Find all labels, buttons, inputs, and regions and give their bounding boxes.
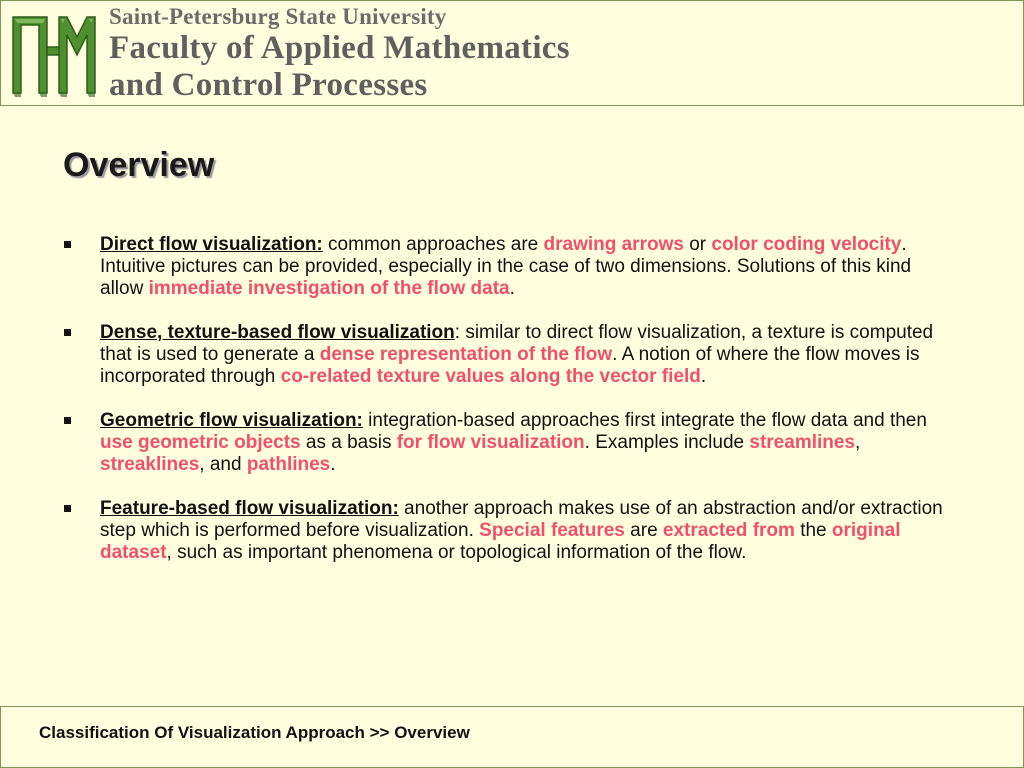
bullet-term: Dense, texture-based flow visualization [100,322,455,343]
pm-pu-logo-icon [7,7,101,101]
slide-footer [0,706,1024,768]
highlight-text: extracted from [662,520,795,541]
square-bullet-icon [64,417,71,424]
bullet-text: the [794,520,832,541]
slide-title: Overview [63,146,215,184]
bullet-text: common approaches are [322,234,544,255]
highlight-text: drawing arrows [543,234,684,255]
faculty-name-line2: and Control Processes [109,67,428,103]
square-bullet-icon [64,329,71,336]
square-bullet-icon [64,505,71,512]
bullet-text: integration-based approaches first integrate the flow data and then [362,410,927,431]
bullet-text: . [700,366,707,387]
bullet-term: Feature-based flow visualization: [100,498,399,519]
bullet-geometric [64,410,956,476]
university-name: Saint-Petersburg State University [109,4,447,29]
slide-header [0,0,1024,106]
highlight-text: dense representation of the flow [319,344,613,365]
bullet-text: . Intuitive pictures can be provided, especially in the case of two dimensions. Solutions of this kind allow [100,234,912,299]
bullet-text: as a basis [300,432,397,453]
highlight-text: color coding velocity [711,234,902,255]
highlight-text: original dataset [100,520,901,563]
bullet-direct-flow [64,234,956,300]
footer-breadcrumb: Classification Of Visualization Approach >> Overview [39,723,470,742]
bullet-text: , and [199,454,247,475]
bullet-text: , such as important phenomena or topological information of the flow. [166,542,747,563]
highlight-text: for flow visualization [396,432,585,453]
bullet-text: , [855,432,861,453]
bullet-text: : similar to direct flow visualization, a texture is computed that is used to generate a [100,322,934,365]
bullet-text: . [509,278,515,299]
highlight-text: use geometric objects [100,432,301,453]
highlight-text: Special features [479,520,625,541]
highlight-text: pathlines [246,454,331,475]
bullet-list [64,234,956,586]
bullet-text: another approach makes use of an abstraction and/or extraction step which is performed before visualization. [100,498,943,541]
bullet-text: . Examples include [584,432,750,453]
bullet-term: Direct flow visualization: [100,234,323,255]
bullet-dense-texture [64,322,956,388]
bullet-text: . A notion of where the flow moves is incorporated through [100,344,920,387]
square-bullet-icon [64,241,71,248]
faculty-name-line1: Faculty of Applied Mathematics [109,30,570,66]
bullet-feature-based [64,498,956,564]
highlight-text: co-related texture values along the vector field [280,366,701,387]
bullet-text: or [683,234,712,255]
highlight-text: streaklines [100,454,200,475]
bullet-text: . [330,454,336,475]
highlight-text: immediate investigation of the flow data [148,278,510,299]
bullet-text: are [624,520,663,541]
bullet-term: Geometric flow visualization: [100,410,363,431]
highlight-text: streamlines [749,432,856,453]
